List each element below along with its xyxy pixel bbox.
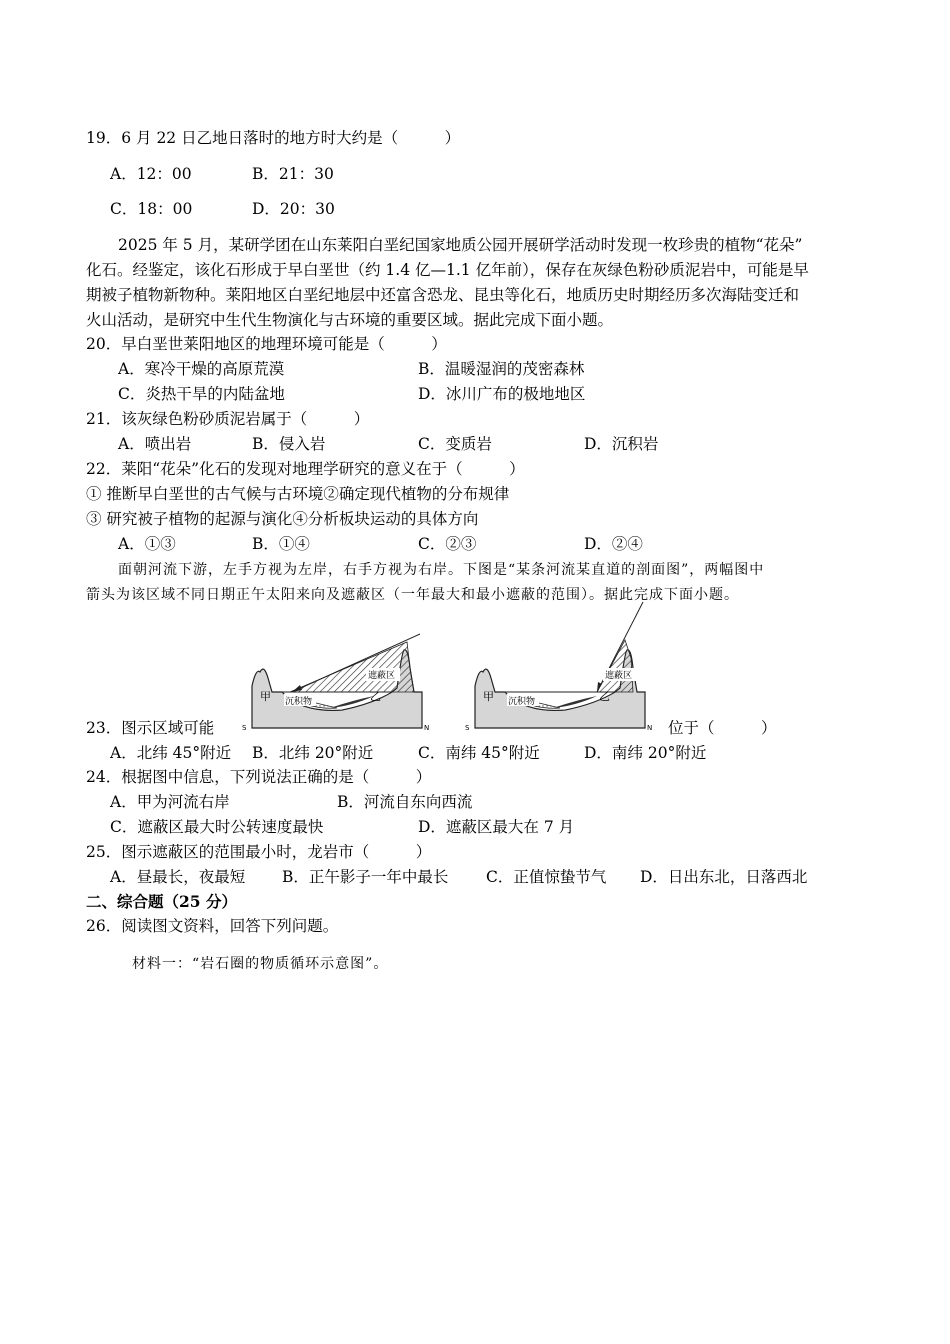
q23-option-b: B．北纬 20°附近 [252,744,374,762]
q22-items-2: ③ 研究被子植物的起源与演化④分析板块运动的具体方向 [86,510,479,528]
q19-option-b: B．21：30 [252,165,334,183]
q22-option-d: D．②④ [584,535,643,553]
q23-stem-pre: 23．图示区域可能 [86,719,215,737]
left-label-yi: 乙 [370,690,381,703]
left-label-jia: 甲 [260,690,271,703]
right-label-jia: 甲 [483,690,494,703]
q22-option-a: A．①③ [118,535,176,553]
passage1-line2: 化石。经鉴定，该化石形成于早白垩世（约 1.4 亿—1.1 亿年前），保存在灰绿色粉砂质泥岩中，可能是早 [86,261,809,279]
q20-option-c: C．炎热干旱的内陆盆地 [118,385,285,403]
q20-option-a: A．寒冷干燥的高原荒漠 [118,360,285,378]
q25-option-b: B．正午影子一年中最长 [282,868,449,886]
left-label-s: S [242,724,247,732]
river-profile-right [465,600,665,738]
q19-option-c: C．18：00 [110,200,193,218]
q20-option-b: B．温暖湿润的茂密森林 [418,360,585,378]
q21-option-b: B．侵入岩 [252,435,326,453]
q24-option-b: B．河流自东向西流 [337,793,473,811]
material1-caption: 材料一：“岩石圈的物质循环示意图”。 [132,956,389,972]
q22-option-c: C．②③ [418,535,477,553]
q25-option-a: A．昼最长，夜最短 [110,868,246,886]
q22-items-1: ① 推断早白垩世的古气候与古环境②确定现代植物的分布规律 [86,485,510,503]
q23-option-a: A．北纬 45°附近 [110,744,232,762]
passage2-line2: 箭头为该区域不同日期正午太阳来向及遮蔽区（一年最大和最小遮蔽的范围）。据此完成下面小题。 [86,587,739,603]
q19-stem: 19．6 月 22 日乙地日落时的地方时大约是（ ） [86,129,461,147]
q25-option-d: D．日出东北，日落西北 [640,868,808,886]
q21-stem: 21．该灰绿色粉砂质泥岩属于（ ） [86,410,370,428]
left-label-n: N [424,724,430,732]
passage2-line1: 面朝河流下游，左手方视为左岸，右手方视为右岸。下图是“某条河流某直道的剖面图”，两幅图中 [118,562,765,578]
q26-stem: 26．阅读图文资料，回答下列问题。 [86,917,339,935]
right-label-shade: 遮蔽区 [605,671,633,681]
q20-option-d: D．冰川广布的极地地区 [418,385,586,403]
q19-option-a: A．12：00 [110,165,192,183]
right-label-sediment: 沉积物 [508,697,536,707]
q24-stem: 24．根据图中信息，下列说法正确的是（ ） [86,768,432,786]
q22-option-b: B．①④ [252,535,310,553]
q21-option-c: C．变质岩 [418,435,492,453]
q23-option-c: C．南纬 45°附近 [418,744,540,762]
left-label-shade: 遮蔽区 [368,671,396,681]
q20-stem: 20．早白垩世莱阳地区的地理环境可能是（ ） [86,335,447,353]
q24-option-d: D．遮蔽区最大在 7 月 [418,818,575,836]
section2-title: 二、综合题（25 分） [86,892,237,911]
passage1-line4: 火山活动，是研究中生代生物演化与古环境的重要区域。据此完成下面小题。 [86,311,614,329]
passage1-line3: 期被子植物新物种。莱阳地区白垩纪地层中还富含恐龙、昆虫等化石，地质历史时期经历多次海陆变迁和 [86,286,800,304]
q21-option-d: D．沉积岩 [584,435,659,453]
left-label-sediment: 沉积物 [285,697,313,707]
right-shade-zone [597,640,633,692]
right-label-s: S [465,724,470,732]
right-label-n: N [647,724,653,732]
q22-stem: 22．莱阳“花朵”化石的发现对地理学研究的意义在于（ ） [86,460,525,478]
q23-option-d: D．南纬 20°附近 [584,744,707,762]
q21-option-a: A．喷出岩 [118,435,192,453]
q24-option-a: A．甲为河流右岸 [110,793,230,811]
q25-option-c: C．正值惊蛰节气 [486,868,607,886]
q24-option-c: C．遮蔽区最大时公转速度最快 [110,818,324,836]
passage1-line1: 2025 年 5 月，某研学团在山东莱阳白垩纪国家地质公园开展研学活动时发现一枚珍贵的植物“花朵” [118,236,803,254]
q19-option-d: D．20：30 [252,200,335,218]
q25-stem: 25．图示遮蔽区的范围最小时，龙岩市（ ） [86,843,432,861]
river-profile-left [242,628,442,738]
q23-stem-post: 位于（ ） [668,719,777,737]
right-label-yi: 乙 [599,690,610,703]
